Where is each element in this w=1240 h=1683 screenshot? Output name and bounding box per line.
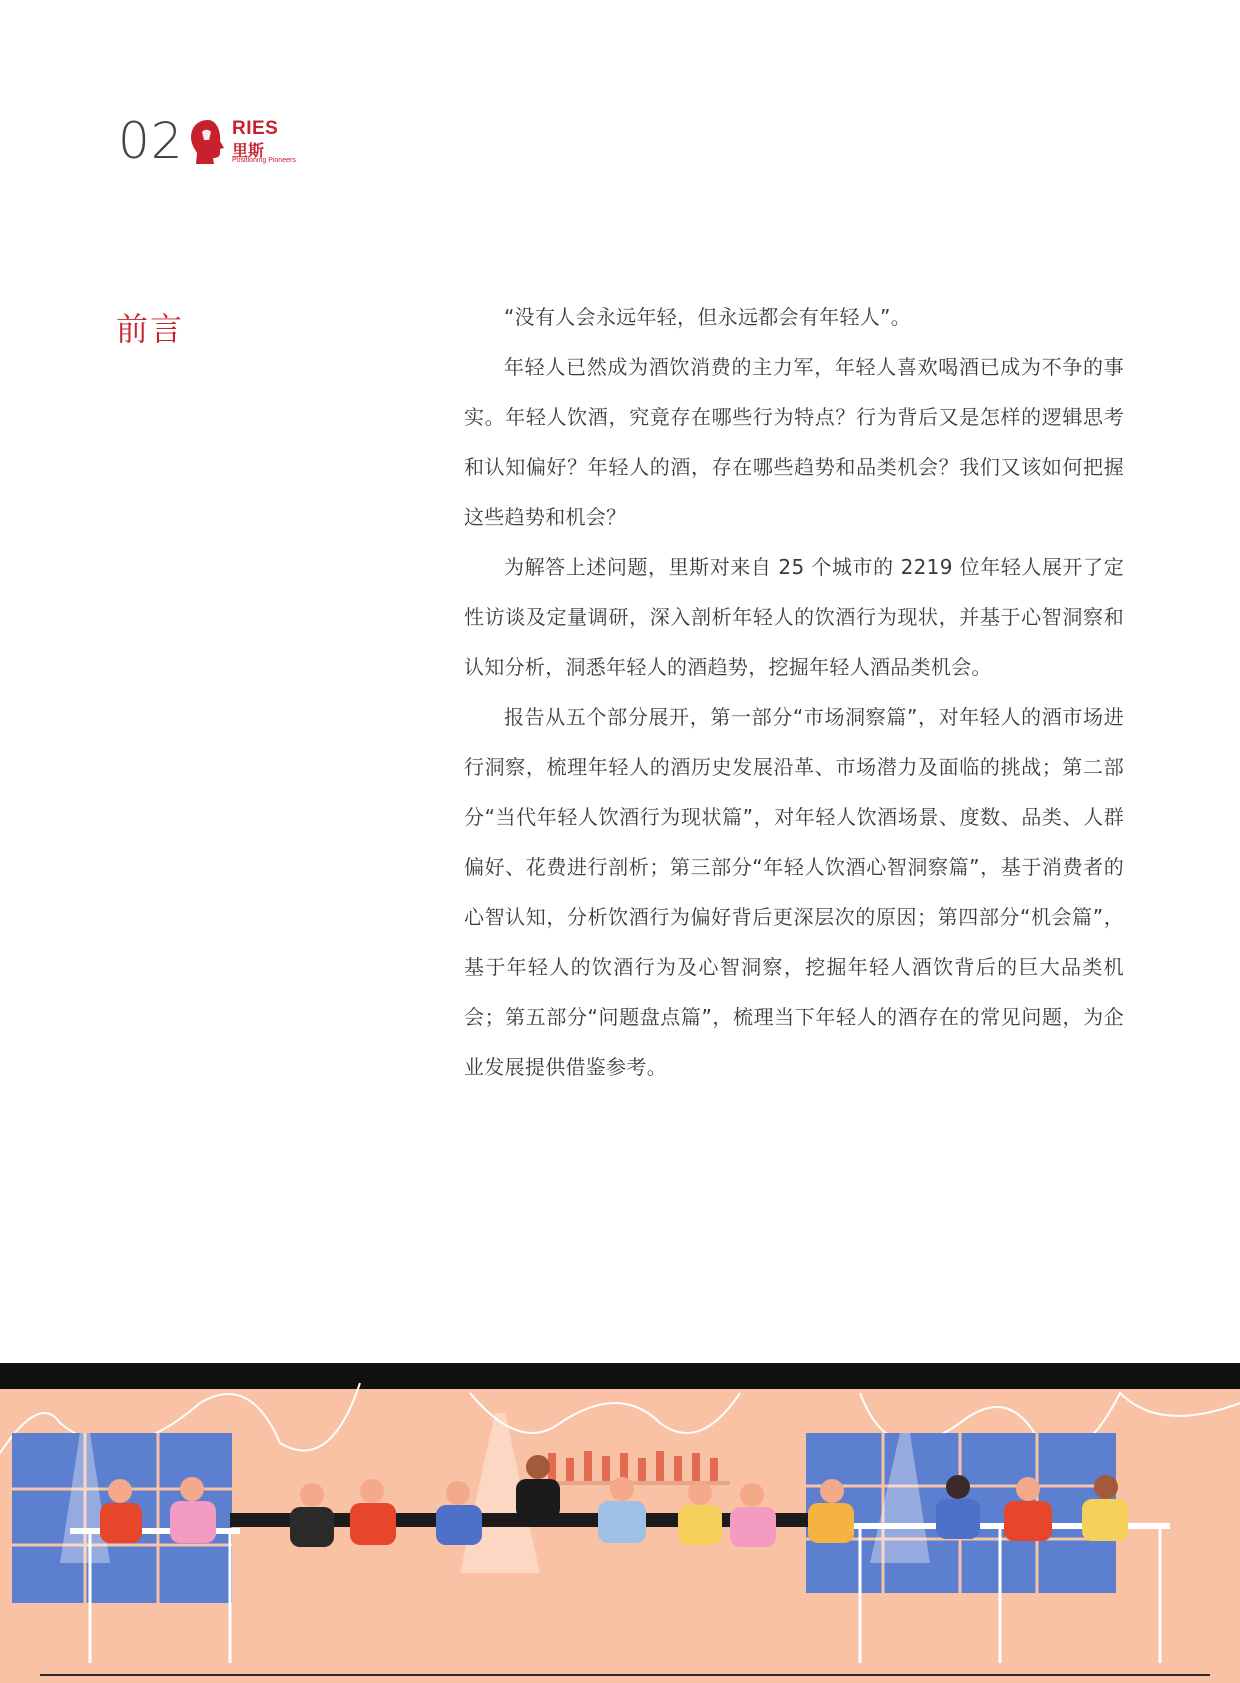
paragraph-intro: 年轻人已然成为酒饮消费的主力军，年轻人喜欢喝酒已成为不争的事实。年轻人饮酒，究竟存在哪些行为特点？行为背后又是怎样的逻辑思考和认知偏好？年轻人的酒，存在哪些趋势和品类机会？我们又该如何把握这些趋势和机会？ [464, 355, 1124, 529]
preface-body [464, 292, 1124, 1092]
section-title: 前言 [116, 310, 185, 348]
logo-name-en: RIES [232, 118, 279, 139]
logo-name-cn: 里斯 [232, 141, 265, 160]
paragraph-method: 为解答上述问题，里斯对来自 25 个城市的 2219 位年轻人展开了定性访谈及定量调研，深入剖析年轻人的饮酒行为现状，并基于心智洞察和认知分析，洞悉年轻人的酒趋势，挖掘年轻人酒品类机会。 [464, 555, 1124, 679]
bar-scene-illustration [0, 1363, 1240, 1683]
ries-logo [188, 118, 298, 170]
page-number: 02 [118, 112, 184, 170]
paragraph-quote: “没有人会永远年轻，但永远都会有年轻人”。 [504, 305, 912, 329]
profile-head-icon [188, 118, 230, 166]
paragraph-structure: 报告从五个部分展开，第一部分“市场洞察篇”，对年轻人的酒市场进行洞察，梳理年轻人的酒历史发展沿革、市场潜力及面临的挑战；第二部分“当代年轻人饮酒行为现状篇”，对年轻人饮酒场景、度数、品类、人群偏好、花费进行剖析；第三部分“年轻人饮酒心智洞察篇”，基于消费者的心智认知，分析饮酒行为偏好背后更深层次的原因；第四部分“机会篇”，基于年轻人的饮酒行为及心智洞察，挖掘年轻人酒饮背后的巨大品类机会；第五部分“问题盘点篇”，梳理当下年轻人的酒存在的常见问题，为企业发展提供借鉴参考。 [464, 705, 1124, 1079]
logo-tagline: Positioning Pioneers [232, 157, 296, 164]
